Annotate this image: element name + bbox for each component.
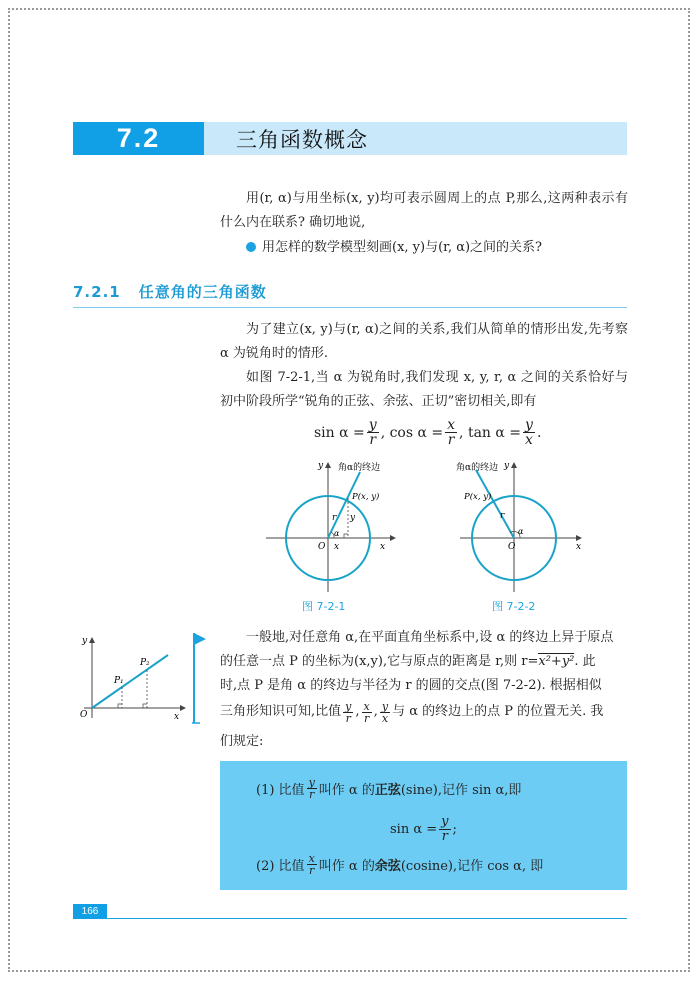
denominator: r bbox=[309, 864, 315, 877]
body-paragraph-3-line-5: 们规定: bbox=[220, 734, 264, 749]
terminal-side-label: 角α的终边 bbox=[456, 463, 499, 473]
denominator: r bbox=[345, 711, 351, 725]
margin-flag-icon bbox=[192, 633, 208, 725]
period: . bbox=[536, 424, 542, 441]
terminal-side-label: 角α的终边 bbox=[338, 463, 381, 473]
text: (sine),记作 sin α,即 bbox=[400, 783, 522, 798]
r-label: r bbox=[500, 511, 505, 521]
alpha-label: α bbox=[518, 527, 524, 536]
alpha-label: α bbox=[334, 529, 340, 538]
fraction bbox=[439, 815, 450, 844]
numerator: x bbox=[308, 852, 315, 865]
text: 三角形知识可知,比值 bbox=[220, 704, 342, 719]
numerator: y bbox=[441, 814, 449, 829]
side-figure-similar-triangles bbox=[76, 633, 186, 723]
fraction bbox=[362, 701, 372, 724]
text: 叫作 α 的 bbox=[318, 783, 375, 798]
numerator: y bbox=[381, 699, 389, 713]
text: (cosine),记作 cos α, 即 bbox=[400, 859, 544, 874]
text: 的任意一点 P 的坐标为(x,y),它与原点的距离是 r,则 r= bbox=[220, 654, 539, 669]
denominator: r bbox=[309, 788, 315, 801]
definition-sine bbox=[256, 777, 521, 800]
numerator: y bbox=[345, 699, 352, 713]
fraction bbox=[343, 701, 353, 724]
text: sin α = bbox=[390, 822, 438, 837]
y-axis-label: y bbox=[318, 461, 324, 471]
section-number: 7.2 bbox=[73, 122, 204, 155]
intro-paragraph: 用(r, α)与用坐标(x, y)均可表示圆周上的点 P,那么,这两种表示有什么内在联系? 确切地说, bbox=[220, 191, 628, 230]
page-number: 166 bbox=[73, 904, 107, 919]
point-label: P(x, y) bbox=[352, 492, 380, 502]
subsection-heading bbox=[73, 281, 627, 308]
question-text: 用怎样的数学模型刻画(x, y)与(r, α)之间的关系? bbox=[262, 240, 543, 255]
numerator: x bbox=[363, 699, 370, 713]
fraction bbox=[307, 777, 317, 800]
numerator: x bbox=[447, 417, 456, 433]
denominator: x bbox=[381, 711, 389, 725]
origin-label: O bbox=[318, 542, 326, 552]
x-axis-label: x bbox=[174, 712, 180, 722]
subsection-title: 任意角的三角函数 bbox=[138, 283, 267, 301]
point-label: P(x, y) bbox=[464, 492, 492, 502]
r-label: r bbox=[332, 513, 337, 523]
page-footer bbox=[73, 904, 627, 919]
section-title-bar bbox=[73, 122, 627, 155]
term-sine: 正弦 bbox=[374, 783, 401, 798]
fraction bbox=[523, 418, 535, 447]
section-title: 三角函数概念 bbox=[204, 122, 627, 155]
x-label: x bbox=[334, 542, 340, 552]
text: 叫作 α 的 bbox=[318, 859, 375, 874]
sine-equation bbox=[390, 815, 457, 844]
fraction bbox=[445, 418, 457, 447]
y-axis-label: y bbox=[82, 636, 88, 646]
cos-label: , cos α = bbox=[380, 424, 444, 441]
figure-7-2-1 bbox=[260, 458, 400, 598]
definition-box bbox=[220, 761, 627, 890]
p2-label: P₂ bbox=[140, 658, 150, 668]
body-paragraph-1: 为了建立(x, y)与(r, α)之间的关系,我们从简单的情形出发,先考察 α 为锐角时的情形. bbox=[220, 322, 628, 361]
definition-cosine bbox=[256, 853, 543, 876]
numerator: y bbox=[308, 776, 315, 789]
intro-question bbox=[220, 236, 628, 260]
origin-label: O bbox=[80, 710, 88, 720]
fraction bbox=[380, 701, 390, 724]
body-paragraph-3-line-4: 三角形知识可知,比值 $\frac{y}{r}$ , $\frac{x}{r}$ , $\frac{y}{x}$ 与 α 的终边上的点 P 的位置无关. 我 bbox=[220, 699, 604, 725]
body-paragraph-3-line-2 bbox=[220, 650, 628, 674]
trig-formula bbox=[314, 418, 541, 447]
subsection-number: 7.2.1 bbox=[73, 283, 121, 301]
denominator: r bbox=[447, 432, 455, 448]
body-paragraph-2: 如图 7-2-1,当 α 为锐角时,我们发现 x, y, r, α 之间的关系恰好与初中阶段所学“锐角的正弦、余弦、正切”密切相关,即有 bbox=[220, 370, 628, 409]
origin-label: O bbox=[508, 542, 516, 552]
tan-label: , tan α = bbox=[459, 424, 522, 441]
bullet-icon bbox=[246, 242, 256, 252]
figure-7-2-2 bbox=[448, 458, 588, 598]
fraction bbox=[367, 418, 379, 447]
denominator: r bbox=[441, 829, 448, 844]
text: ; bbox=[452, 822, 457, 837]
x-axis-label: x bbox=[576, 542, 582, 552]
denominator: x bbox=[525, 432, 533, 448]
x-axis-label: x bbox=[380, 542, 386, 552]
fraction bbox=[307, 853, 317, 876]
denominator: r bbox=[363, 711, 370, 725]
y-axis-label: y bbox=[504, 461, 510, 471]
text: (1) 比值 bbox=[256, 783, 305, 798]
body-paragraph-3-line-1: 一般地,对任意角 α,在平面直角坐标系中,设 α 的终边上异于原点 bbox=[246, 630, 614, 645]
text: 与 α 的终边上的点 P 的位置无关. 我 bbox=[392, 704, 604, 719]
figure-caption-2: 图 7-2-2 bbox=[492, 600, 536, 613]
sin-label: sin α = bbox=[314, 424, 365, 441]
p1-label: P₁ bbox=[114, 676, 124, 686]
radical-expression: x²+y² bbox=[538, 654, 575, 669]
body-paragraph-3-line-3: 时,点 P 是角 α 的终边与半径为 r 的圆的交点(图 7-2-2). 根据相似 bbox=[220, 678, 602, 693]
numerator: y bbox=[525, 417, 533, 433]
text: (2) 比值 bbox=[256, 859, 305, 874]
numerator: y bbox=[368, 417, 377, 433]
denominator: r bbox=[369, 432, 377, 448]
text: . 此 bbox=[574, 654, 596, 669]
y-label: y bbox=[350, 513, 356, 523]
term-cosine: 余弦 bbox=[374, 859, 401, 874]
figure-caption-1: 图 7-2-1 bbox=[302, 600, 346, 613]
